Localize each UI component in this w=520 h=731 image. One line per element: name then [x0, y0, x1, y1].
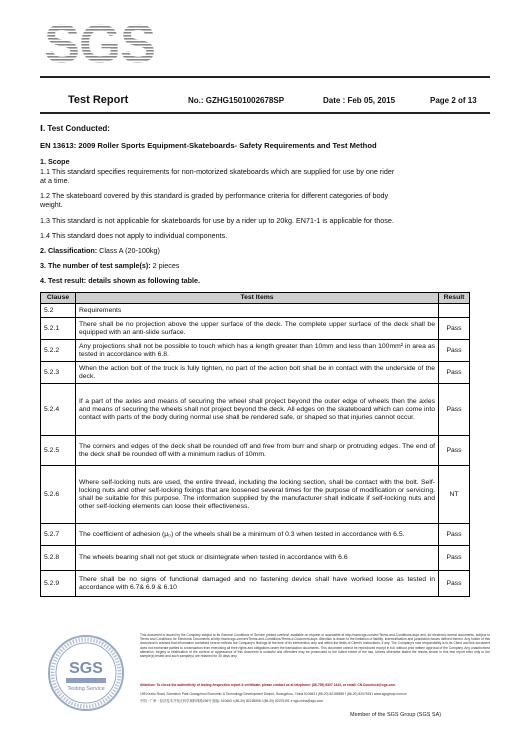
test-item-cell: The corners and edges of the deck shall be rounded off and free from burr and sharp or protruding edges. The end of the deck shall be rounded off with a minimum radius of 10mm.: [76, 436, 439, 466]
standard-title: EN 13613: 2009 Roller Sports Equipment-Skateboards- Safety Requirements and Test Method: [40, 141, 377, 150]
sgs-testing-service-seal: [42, 633, 130, 713]
clause-cell: 5.2.7: [41, 524, 76, 546]
scope-1-2-cont: weight.: [40, 200, 63, 209]
scope-1-1-cont: at a time.: [40, 176, 70, 185]
report-date: Date : Feb 05, 2015: [323, 96, 396, 105]
test-results-table: [40, 292, 470, 597]
test-item-cell: Any projections shall not be possible to touch which has a length greater than 10mm and less than 100mm² in area as tested in accordance with 6.8.: [76, 340, 439, 362]
result-cell: [439, 304, 470, 318]
scope-heading: 1. Scope: [40, 157, 70, 166]
footer-address-en: 198 Kezhu Road, Scientech Park Guangzhou Economic & Technology Development District, Guangzhou, China 510663 t (86-20) 82155555 f (86-20) 82075191 www.sgsgroup.com.cn: [140, 692, 407, 696]
sgs-logo: [40, 14, 158, 70]
table-row: [41, 436, 470, 466]
footer-legal: [140, 633, 490, 703]
header-rule: [40, 76, 490, 78]
test-item-cell: There shall be no projection above the upper surface of the deck. The complete upper surface of the deck shall be equipped with an anti-slide surface.: [76, 318, 439, 340]
clause-cell: 5.2.6: [41, 466, 76, 524]
seal-logo-text: SGS: [69, 660, 103, 677]
test-item-cell: When the action bolt of the truck is fully tighten, no part of the action bolt shall be in contact with the underside of the deck.: [76, 362, 439, 384]
scope-1-1: 1.1 This standard specifies requirements for non-motorized skateboards which are supplied for use by one rider: [40, 167, 395, 176]
result-cell: Pass: [439, 318, 470, 340]
classification-label: 2. Classification:: [40, 246, 98, 255]
result-cell: Pass: [439, 524, 470, 546]
clause-cell: 5.2.2: [41, 340, 76, 362]
table-row: [41, 318, 470, 340]
clause-cell: 5.2.8: [41, 546, 76, 571]
scope-1-4: 1.4 This standard does not apply to individual components.: [40, 231, 228, 240]
footer-disclaimer: This document is issued by the Company subject to its General Conditions of Service printed overleaf, available on request or accessible at http://www.sgs.com/en/Terms-and-Conditions.aspx and, for electronic format documents, subject to Terms and Conditions for Electronic Documents at http://www.sgs.com/en/Terms-and-Conditions/Terms-e-Document.aspx. Attention is drawn to the limitation of liability, indemnification and jurisdiction issues defined therein. Any holder of this document is advised that information contained hereon reflects the Company's findings at the time of its intervention only and within the limits of Client's instructions, if any. The Company's sole responsibility is to its Client and this document does not exonerate parties to a transaction from exercising all their rights and obligations under the transaction documents. This document cannot be reproduced except in full, without prior written approval of the Company. Any unauthorized alteration, forgery or falsification of the content or appearance of this document is unlawful and offenders may be prosecuted to the fullest extent of the law. Unless otherwise stated the results shown in this test report refer only to the sample(s) tested and such sample(s) are retained for 30 days only.: [140, 633, 490, 659]
table-row: [41, 384, 470, 436]
result-cell: Pass: [439, 340, 470, 362]
report-number: No.: GZHG1501002678SP: [188, 96, 285, 105]
clause-cell: 5.2.5: [41, 436, 76, 466]
table-row: [41, 340, 470, 362]
test-result-heading: 4. Test result: details shown as following table.: [40, 276, 201, 285]
table-row: [41, 524, 470, 546]
table-row: [41, 304, 470, 318]
footer-attention: Attention: To check the authenticity of testing /inspection report & certificate, please contact us at telephone: (86-755) 8307 1443, or email: CN.Doccheck@sgs.com: [140, 683, 396, 687]
result-cell: Pass: [439, 362, 470, 384]
test-item-cell: Requirements: [76, 304, 439, 318]
result-cell: Pass: [439, 571, 470, 597]
clause-cell: 5.2.9: [41, 571, 76, 597]
report-title: Test Report: [68, 94, 129, 106]
test-item-cell: The wheels bearing shall not get stuck or disintegrate when tested in accordance with 6.6: [76, 546, 439, 571]
header-rule-bottom: [40, 112, 490, 114]
table-row: [41, 362, 470, 384]
header-result: Result: [439, 293, 470, 304]
table-row: [41, 571, 470, 597]
result-cell: Pass: [439, 436, 470, 466]
footer-member: Member of the SGS Group (SGS SA): [350, 712, 442, 718]
sample-count-label: 3. The number of test sample(s):: [40, 261, 151, 270]
table-header-row: [41, 293, 470, 304]
scope-1-3: 1.3 This standard is not applicable for skateboards for use by a rider up to 20kg. EN71-1 is applicable for those.: [40, 216, 394, 225]
test-item-cell: The coefficient of adhesion (μ₀) of the wheels shall be a minimum of 0.3 when tested in accordance with 6.5.: [76, 524, 439, 546]
table-row: [41, 546, 470, 571]
footer-address-cn: 中国・广州・经济技术开发区科学城科珠路198号 邮编: 510663 t (86-20) 82155555 f (86-20) 82075191 e sgs.china@sgs.com: [140, 699, 323, 703]
test-item-cell: If a part of the axles and means of securing the wheel shall project beyond the outer edge of wheels then the axles and means of securing the wheels shall not project beyond the deck. All edges on the skateboard which can come into contact with parts of the body during normal use shall be rendered safe, or shaped so that injuries cannot occur.: [76, 384, 439, 436]
sample-count-value: 2 pieces: [150, 261, 180, 270]
clause-cell: 5.2.1: [41, 318, 76, 340]
logo-text: SGS: [44, 14, 156, 70]
result-cell: Pass: [439, 546, 470, 571]
clause-cell: 5.2.3: [41, 362, 76, 384]
test-item-cell: Where self-locking nuts are used, the entire thread, including the locking section, shall be contact with the bolt. Self-locking nuts and other self-locking fixings that are loosened several times for the purpose of modification or servicing. shall be suitable for this purpose. The information supplied by the manufacturer shall indicate if self-locking nuts and other self-locking elements can loose their effectiveness.: [76, 466, 439, 524]
scope-1-2: 1.2 The skateboard covered by this standard is graded by performance criteria for different categories of body: [40, 191, 389, 200]
classification: [40, 246, 492, 255]
sample-count: [40, 261, 492, 270]
page-number: Page 2 of 13: [430, 96, 477, 105]
header-clause: Clause: [41, 293, 76, 304]
clause-cell: 5.2.4: [41, 384, 76, 436]
result-cell: Pass: [439, 384, 470, 436]
classification-value: Class A (20-100kg): [97, 246, 160, 255]
table-row: [41, 466, 470, 524]
test-item-cell: There shall be no signs of functional damaged and no fastening device shall have worked loose as tested in accordance with 6.7& 6.9 & 6.10: [76, 571, 439, 597]
clause-cell: 5.2: [41, 304, 76, 318]
result-cell: NT: [439, 466, 470, 524]
section-heading: Ⅰ. Test Conducted:: [40, 124, 110, 133]
seal-subtitle: Testing Service: [67, 686, 105, 692]
header-test-items: Test Items: [76, 293, 439, 304]
